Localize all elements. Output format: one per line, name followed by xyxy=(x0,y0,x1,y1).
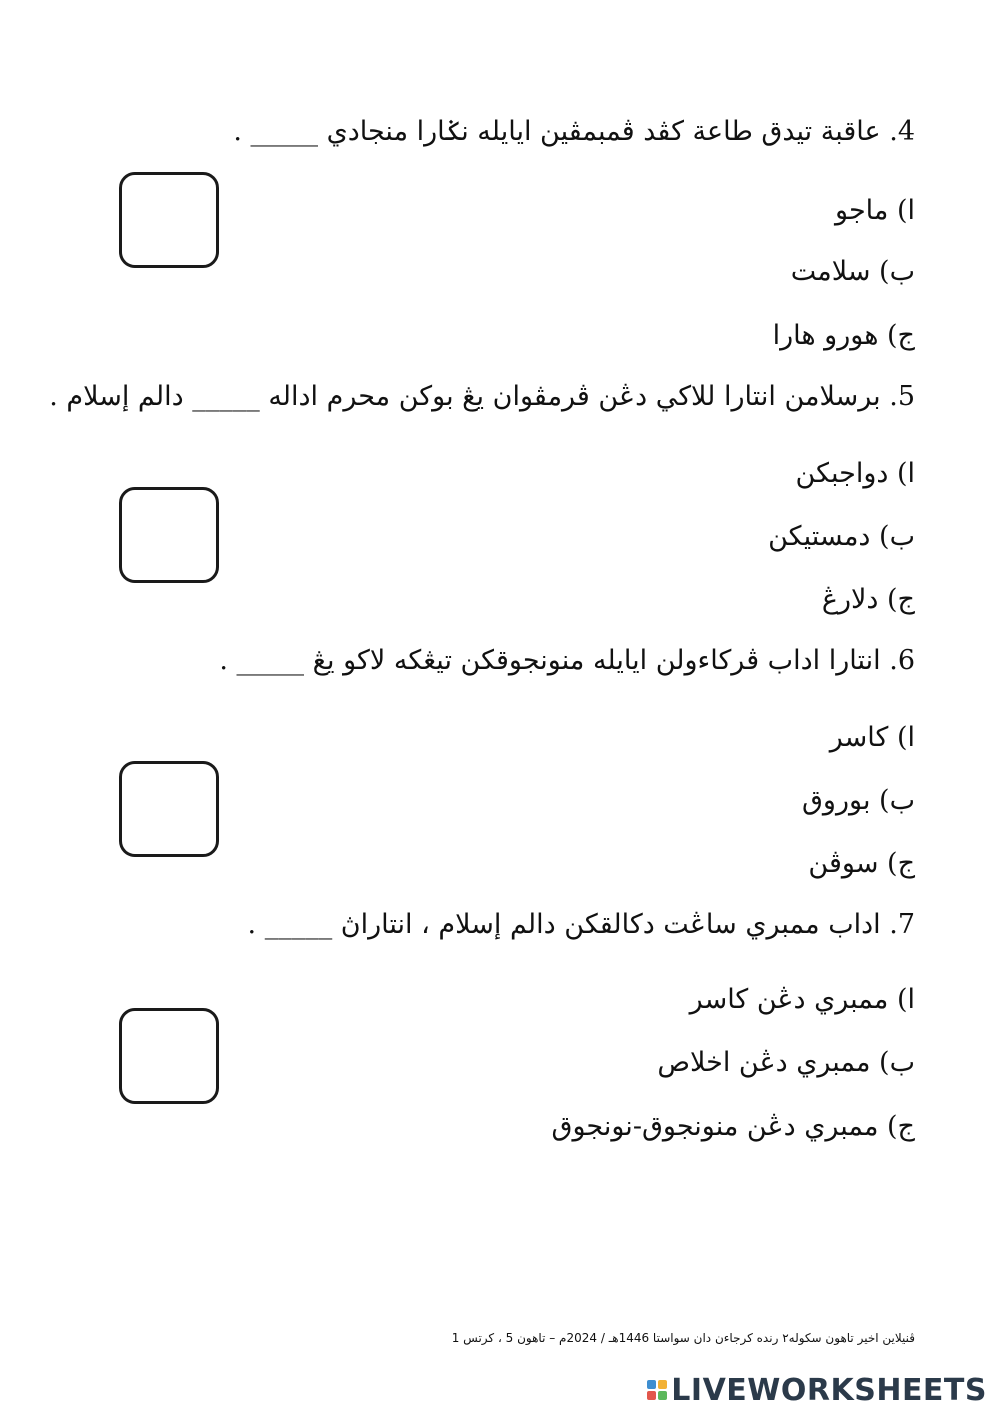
liveworksheets-brand xyxy=(647,1370,987,1410)
question-4-option-a: ا) ماجو xyxy=(835,195,915,226)
logo-square-blue xyxy=(647,1380,656,1389)
question-7-answer-box[interactable] xyxy=(119,1008,219,1104)
question-5-text: 5. برسلامن انتارا للاكي دڠن ڤرمڤوان يڠ بوکن محرم اداله _____ دالم إسلام . xyxy=(49,381,915,412)
question-7-option-a: ا) ممبري دڠن کاسر xyxy=(689,984,915,1015)
question-7-text: 7. اداب ممبري ساڠت دکالقکن دالم إسلام ، انتاراڽ _____ . xyxy=(247,909,915,940)
question-7-option-b: ب) ممبري دڠن اخلاص xyxy=(657,1047,915,1078)
liveworksheets-wordmark: LIVEWORKSHEETS xyxy=(671,1372,987,1408)
question-6-option-c: ج) سوڤن xyxy=(808,848,915,879)
question-4-option-b: ب) سلامت xyxy=(790,256,915,287)
question-5-option-b: ب) دمستيکن xyxy=(768,521,915,552)
logo-square-red xyxy=(647,1391,656,1400)
question-4-answer-box[interactable] xyxy=(119,172,219,268)
question-5-option-a: ا) دواجبکن xyxy=(795,458,915,489)
question-5-answer-box[interactable] xyxy=(119,487,219,583)
liveworksheets-logo-icon xyxy=(647,1380,667,1400)
logo-square-green xyxy=(658,1391,667,1400)
question-6-answer-box[interactable] xyxy=(119,761,219,857)
question-6-text: 6. انتارا اداب ڤرکاءولن ايايله منونجوقکن تيڠکه لاکو يڠ _____ . xyxy=(219,645,915,676)
question-7-option-c: ج) ممبري دڠن منونجوق-نونجوق xyxy=(551,1111,915,1142)
page-footer: ڤنيلاين اخير تاهون سکوله٢ رنده کرجاءن دان سواستا 1446هـ / 2024م – تاهون 5 ، کرتس 1 xyxy=(451,1331,915,1345)
question-6-option-b: ب) بوروق xyxy=(801,785,915,816)
question-4-option-c: ج) هورو هارا xyxy=(772,320,915,351)
question-6-option-a: ا) کاسر xyxy=(829,722,915,753)
logo-square-yellow xyxy=(658,1380,667,1389)
question-5-option-c: ج) دلارڠ xyxy=(821,584,915,615)
question-4-text: 4. عاقبة تيدق طاعة كڤد ڤمبمڤين ايايله نݢارا منجادي _____ . xyxy=(233,116,915,147)
